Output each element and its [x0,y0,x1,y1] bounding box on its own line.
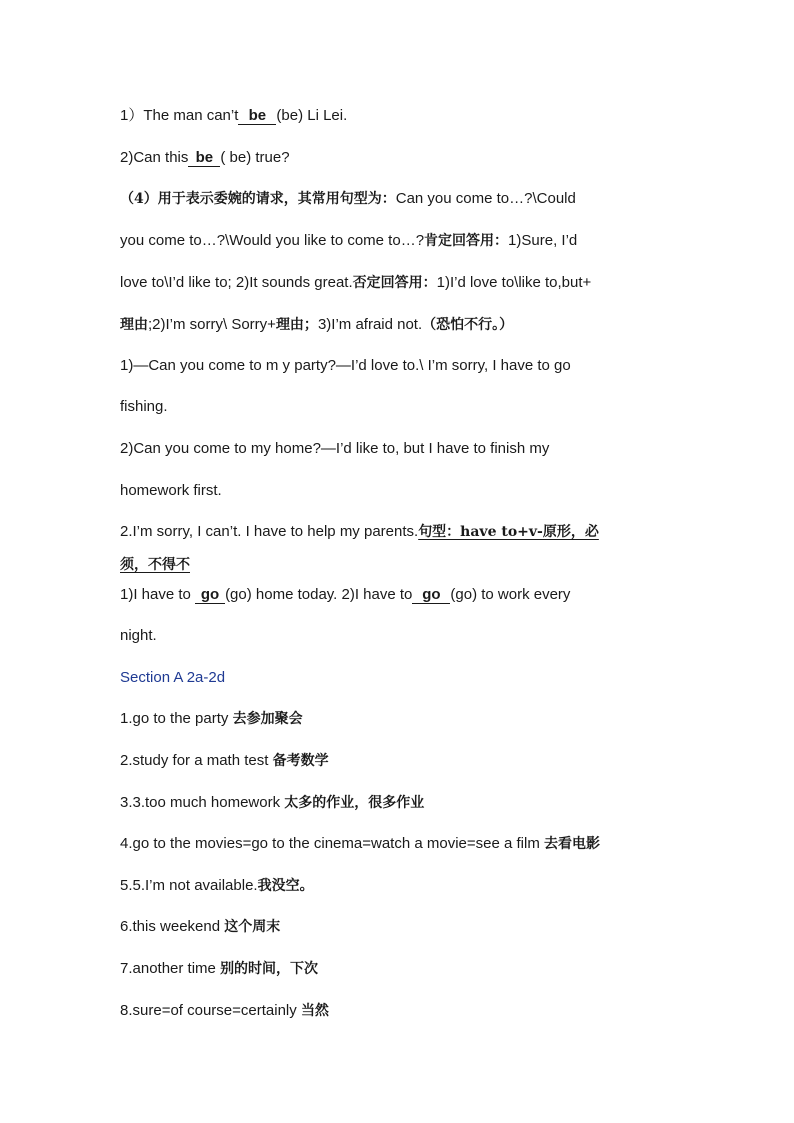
rule-line-4 [120,231,680,251]
rule-text-en: Can you come to…?\Could [395,190,576,207]
rule-text-en: love to\I’d like to; 2)It sounds great. [120,274,353,291]
line-1-prefix: 1）The man can’t [120,107,239,124]
line-13-prefix: 1)I have to [120,586,191,603]
vocab-item [120,959,680,979]
vocab-cjk: 这个周末 [224,919,281,935]
vocab-en: 4.go to the movies=go to the cinema=watch a movie=see a film [120,835,544,852]
line-13-middle: (go) home today. 2)I have to [225,586,413,603]
example-line-10: homework first. [120,482,222,499]
rule-line-5 [120,273,680,293]
vocab-item [120,834,680,854]
vocab-en: 6.this weekend [120,918,225,935]
answer-blank: be [238,107,276,125]
example-line-8: fishing. [120,398,168,415]
rule-text-en: ;2)I’m sorry\ Sorry+ [148,316,276,333]
vocab-en: 1.go to the party [120,710,233,727]
line-13-suffix: (go) to work every [450,586,571,603]
grammar-pattern-cont: 须，不得不 [120,557,190,573]
vocab-cjk: 太多的作业，很多作业 [284,795,425,811]
rule-line-3 [120,189,680,209]
vocab-en: 2.study for a math test [120,752,273,769]
rule-text-en: 3)I’m afraid not. [317,316,423,333]
vocab-item [120,751,680,771]
answer-blank: go [412,586,450,604]
example-line-7: 1)—Can you come to m y party?—I’d love to.\ I’m sorry, I have to go [120,357,571,374]
vocab-cjk: 去参加聚会 [232,711,303,727]
vocab-item [120,709,680,729]
exercise-line-1 [120,106,680,126]
rule-text-cjk: 肯定回答用： [424,233,509,249]
vocab-item [120,917,680,937]
line-2-prefix: 2)Can this [120,149,189,166]
line-1-suffix: (be) Li Lei. [276,107,348,124]
vocab-item [120,793,680,813]
rule-text-cjk: （恐怕不行。） [422,317,514,333]
exercise-line-2 [120,148,680,168]
answer-blank: go [195,586,225,604]
vocab-item [120,876,680,896]
vocab-cjk: 我没空。 [257,878,314,894]
rule-text-cjk: 否定回答用： [352,275,437,291]
vocab-cjk: 别的时间，下次 [220,961,319,977]
rule-line-12 [120,555,680,575]
line-2-suffix: ( be) true? [220,149,290,166]
section-heading: Section A 2a-2d [120,669,226,686]
rule-text-en: 2.I’m sorry, I can’t. I have to help my parents. [120,523,419,540]
answer-blank: be [188,149,220,167]
rule-line-11 [120,522,680,542]
example-line-9: 2)Can you come to my home?—I’d like to, but I have to finish my [120,440,550,457]
vocab-item [120,1001,680,1021]
rule-text-cjk: 用于表示委婉的请求，其常用句型为： [157,191,396,207]
grammar-pattern: 句型：have to+v-原形，必 [418,524,599,540]
rule-line-6 [120,315,680,335]
rule-text-cjk: 理由； [275,317,318,333]
vocab-cjk: 去看电影 [543,836,600,852]
rule-text-en: 1)I’d love to\like to,but+ [436,274,592,291]
vocab-cjk: 当然 [300,1003,329,1019]
vocab-en: 3.3.too much homework [120,794,285,811]
vocab-en: 5.5.I’m not available. [120,877,258,894]
rule-number: （4） [120,191,158,207]
rule-text-cjk: 理由 [120,317,148,333]
exercise-line-14: night. [120,627,157,644]
vocab-en: 7.another time [120,960,221,977]
rule-text-en: you come to…?\Would you like to come to…? [120,232,425,249]
vocab-en: 8.sure=of course=certainly [120,1002,301,1019]
rule-text-en: 1)Sure, I’d [508,232,578,249]
exercise-line-13 [120,585,680,605]
vocab-cjk: 备考数学 [272,753,329,769]
